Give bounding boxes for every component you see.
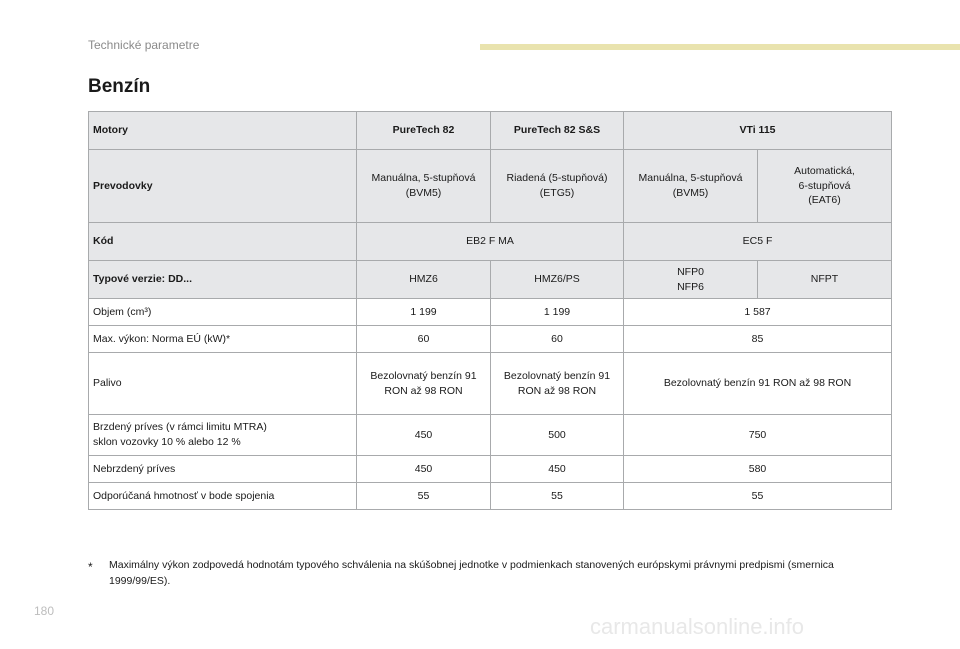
value-cell: 55: [491, 483, 624, 510]
value-cell: 55: [357, 483, 491, 510]
row-label-cell: Kód: [89, 223, 357, 261]
value-cell: Manuálna, 5-stupňová (BVM5): [357, 150, 491, 223]
row-label-cell: Palivo: [89, 353, 357, 415]
table-row: [89, 261, 892, 299]
row-label-cell: Odporúčaná hmotnosť v bode spojenia: [89, 483, 357, 510]
engine-spec-table: [88, 111, 892, 510]
row-label-cell: Objem (cm³): [89, 299, 357, 326]
watermark: carmanualsonline.info: [590, 614, 805, 639]
value-cell: EB2 F MA: [357, 223, 624, 261]
value-cell: 450: [357, 456, 491, 483]
table-row: [89, 456, 892, 483]
row-label-cell: Brzdený príves (v rámci limitu MTRA) sklon vozovky 10 % alebo 12 %: [89, 415, 357, 456]
value-cell: 500: [491, 415, 624, 456]
value-cell: 580: [624, 456, 892, 483]
page-number: 180: [34, 604, 55, 618]
footnote: [88, 558, 888, 590]
table-row: [89, 223, 892, 261]
value-cell: NFP0 NFP6: [624, 261, 758, 299]
value-cell: Automatická, 6-stupňová (EAT6): [758, 150, 892, 223]
section-header: Technické parametre: [88, 38, 200, 52]
value-cell: 750: [624, 415, 892, 456]
footnote-mark: *: [88, 560, 93, 574]
value-cell: 450: [491, 456, 624, 483]
row-label-cell: Max. výkon: Norma EÚ (kW)*: [89, 326, 357, 353]
value-cell: Bezolovnatý benzín 91 RON až 98 RON: [491, 353, 624, 415]
value-cell: Bezolovnatý benzín 91 RON až 98 RON: [624, 353, 892, 415]
value-cell: HMZ6: [357, 261, 491, 299]
page-title: Benzín: [88, 76, 151, 97]
row-label-cell: Nebrzdený príves: [89, 456, 357, 483]
value-cell: Bezolovnatý benzín 91 RON až 98 RON: [357, 353, 491, 415]
table-row: [89, 299, 892, 326]
row-label-cell: Prevodovky: [89, 150, 357, 223]
value-cell: 1 199: [491, 299, 624, 326]
value-cell: Manuálna, 5-stupňová (BVM5): [624, 150, 758, 223]
table-row: [89, 353, 892, 415]
value-cell: 85: [624, 326, 892, 353]
value-cell: 450: [357, 415, 491, 456]
row-label-cell: Motory: [89, 112, 357, 150]
value-cell: EC5 F: [624, 223, 892, 261]
value-cell: NFPT: [758, 261, 892, 299]
value-cell: VTi 115: [624, 112, 892, 150]
value-cell: PureTech 82 S&S: [491, 112, 624, 150]
value-cell: 60: [357, 326, 491, 353]
value-cell: 60: [491, 326, 624, 353]
footnote-text: Maximálny výkon zodpovedá hodnotám typového schválenia na skúšobnej jednotke v podmienkach stanovených európskymi právnymi predpismi (smernica 1999/99/ES).: [109, 559, 834, 587]
table-row: [89, 326, 892, 353]
value-cell: Riadená (5-stupňová) (ETG5): [491, 150, 624, 223]
table-row: [89, 150, 892, 223]
value-cell: 1 199: [357, 299, 491, 326]
table-row: [89, 415, 892, 456]
header-accent-bar: [480, 44, 960, 50]
value-cell: 1 587: [624, 299, 892, 326]
value-cell: 55: [624, 483, 892, 510]
row-label-cell: Typové verzie: DD...: [89, 261, 357, 299]
table-row: [89, 112, 892, 150]
table-row: [89, 483, 892, 510]
value-cell: HMZ6/PS: [491, 261, 624, 299]
value-cell: PureTech 82: [357, 112, 491, 150]
